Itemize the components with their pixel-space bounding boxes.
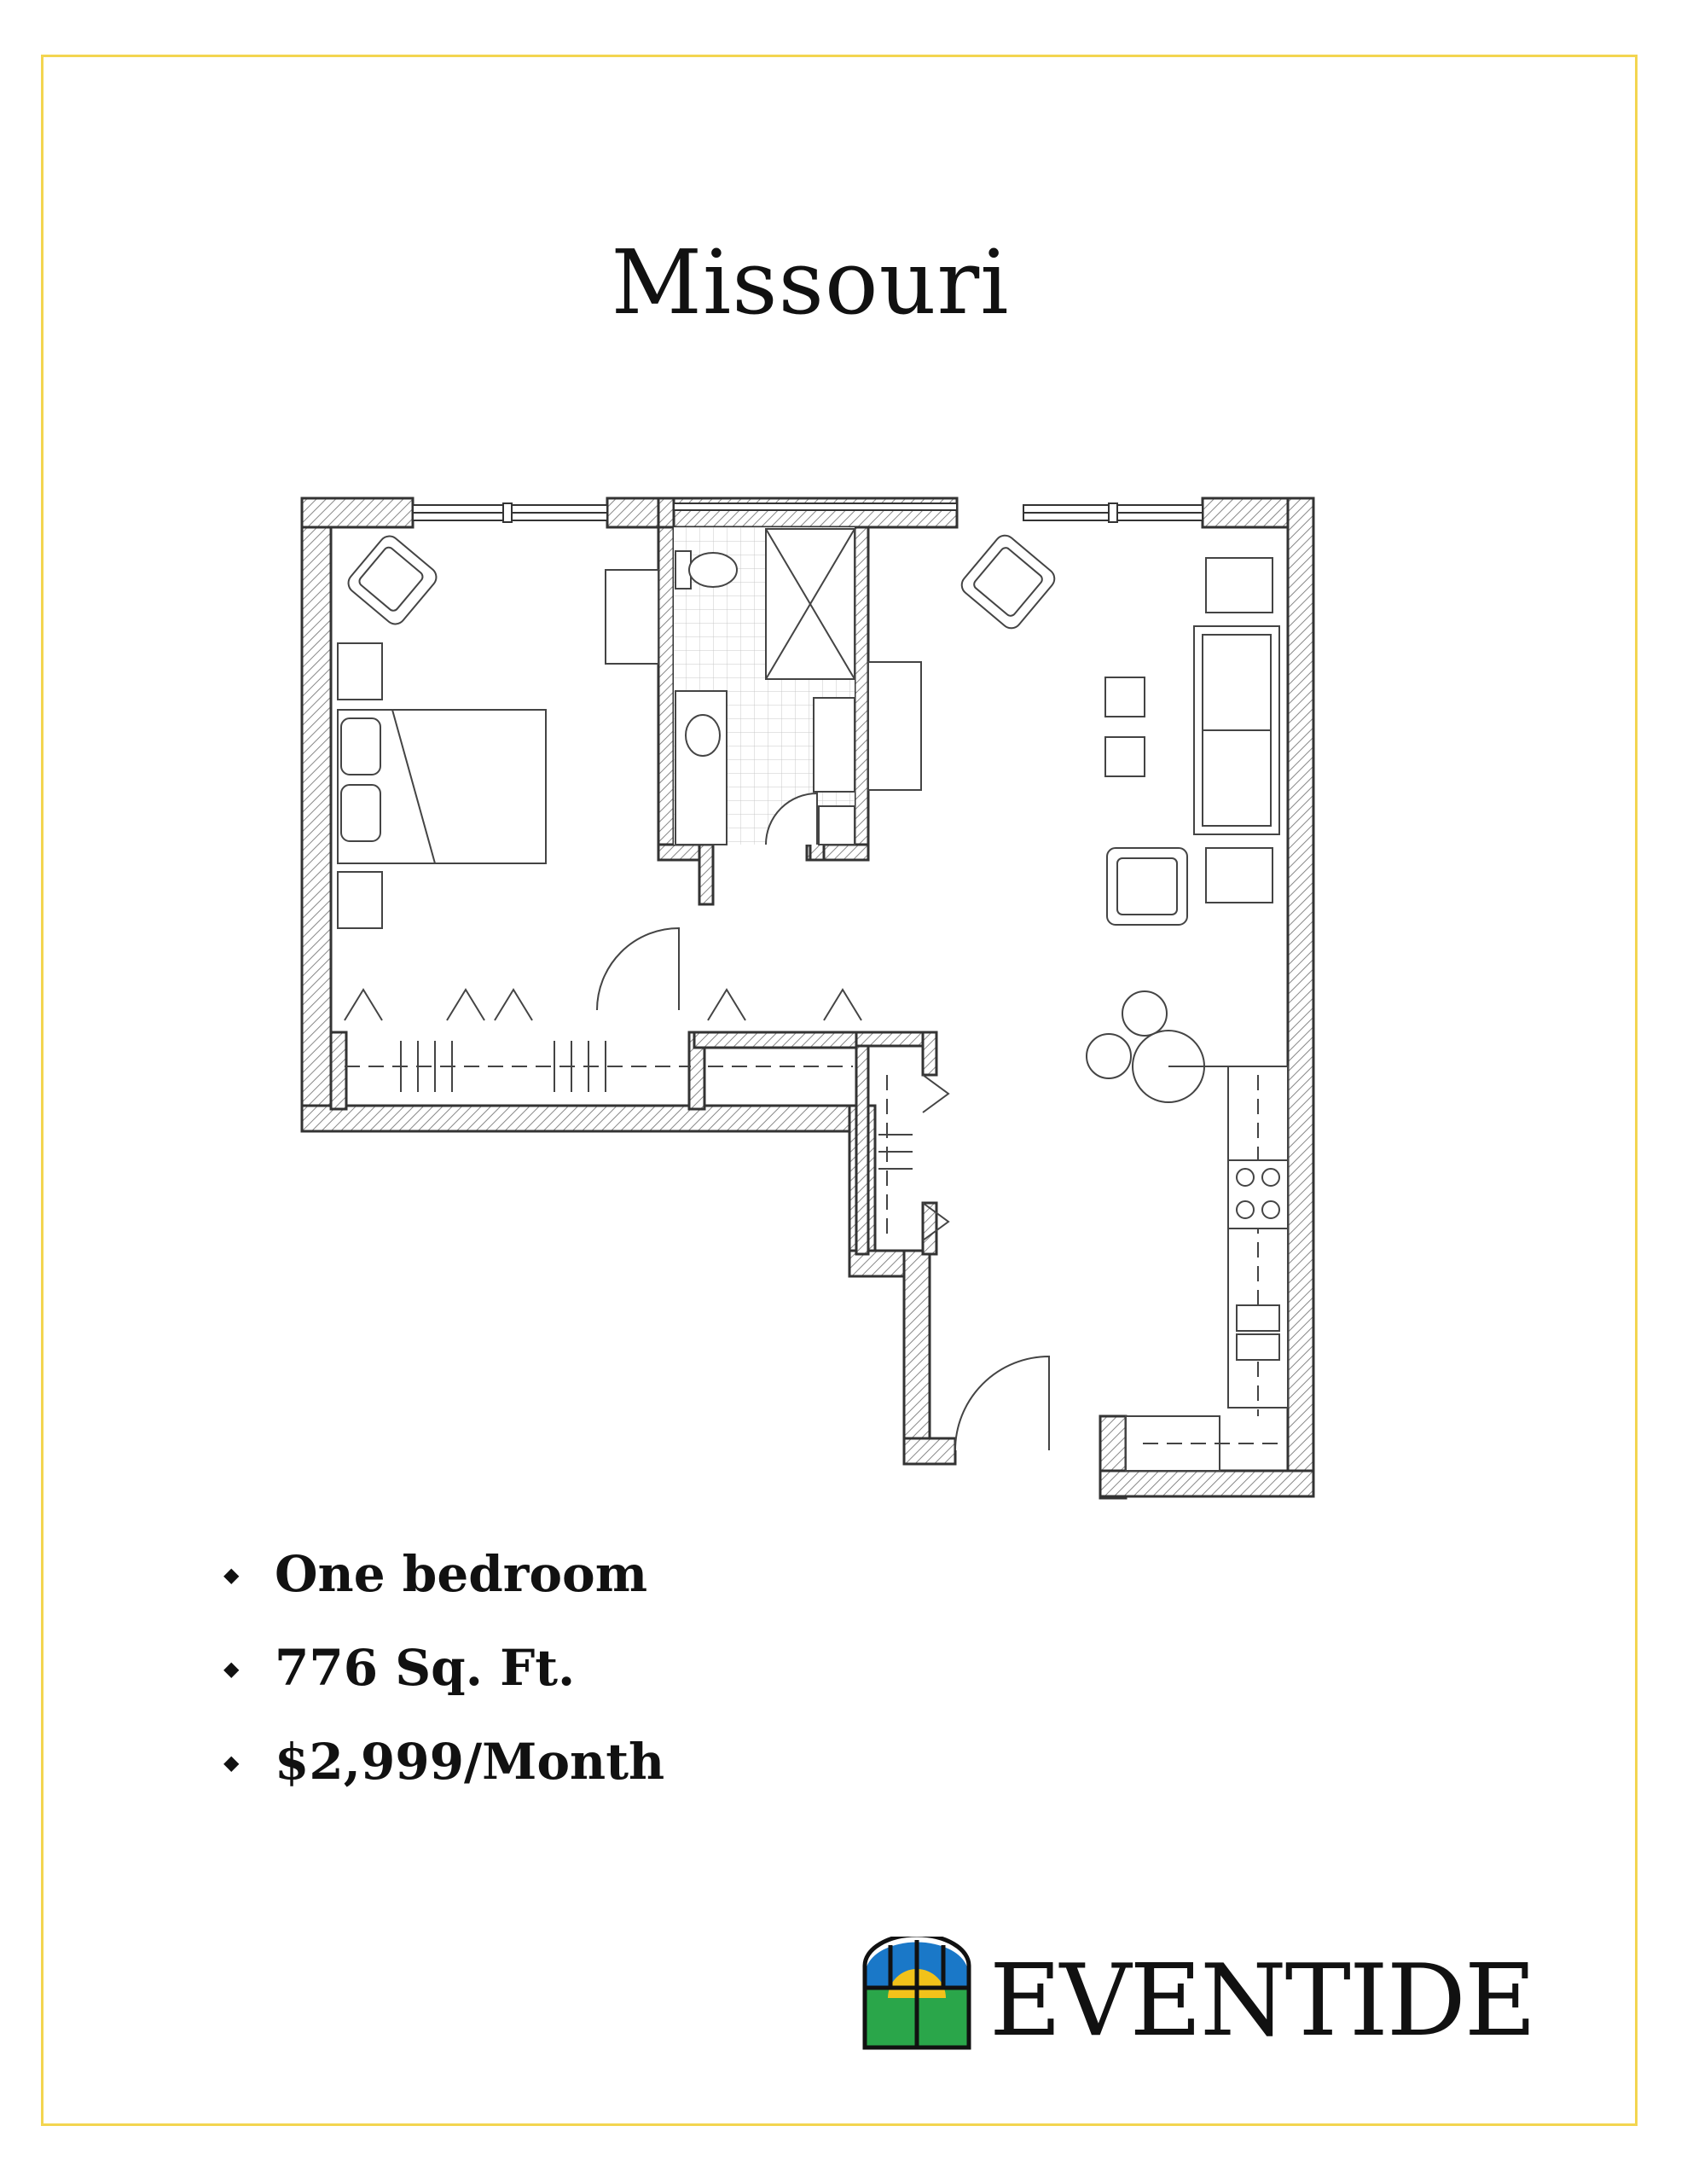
tv-stand xyxy=(868,662,921,790)
diamond-bullet-icon: ◆ xyxy=(223,1561,240,1587)
toilet-icon xyxy=(675,551,737,589)
sofa xyxy=(1194,626,1279,834)
window-sunrise-logo-icon xyxy=(861,1937,972,2052)
stove-icon xyxy=(1228,1160,1288,1228)
diamond-bullet-icon: ◆ xyxy=(223,1749,240,1774)
side-table xyxy=(1206,848,1272,903)
feature-text: One bedroom xyxy=(275,1545,648,1603)
floor-plan xyxy=(290,486,1348,1510)
brand-name: EVENTIDE xyxy=(989,1943,1535,2059)
feature-text: $2,999/Month xyxy=(275,1733,665,1791)
nightstand xyxy=(338,872,382,928)
diamond-bullet-icon: ◆ xyxy=(223,1655,240,1681)
accent-chair xyxy=(1107,848,1187,925)
bedroom-armchair xyxy=(345,532,441,629)
side-table xyxy=(1206,558,1272,613)
feature-text: 776 Sq. Ft. xyxy=(275,1639,576,1697)
feature-item xyxy=(223,1715,664,1809)
feature-list xyxy=(223,1527,664,1809)
feature-item xyxy=(223,1621,664,1715)
sink-icon xyxy=(675,691,727,845)
ottoman xyxy=(1105,737,1145,776)
entry-door xyxy=(955,1356,1049,1450)
nightstand xyxy=(338,643,382,700)
ottoman xyxy=(1105,677,1145,717)
eventide-logo xyxy=(861,1937,1612,2065)
bedroom-door xyxy=(597,928,679,1010)
bed xyxy=(338,710,546,863)
bedroom-desk xyxy=(606,570,658,664)
dining-table xyxy=(1087,991,1204,1102)
living-armchair xyxy=(958,531,1058,632)
feature-item xyxy=(223,1527,664,1621)
page-title: Missouri xyxy=(611,230,1010,334)
kitchen-counter xyxy=(1126,1066,1288,1471)
